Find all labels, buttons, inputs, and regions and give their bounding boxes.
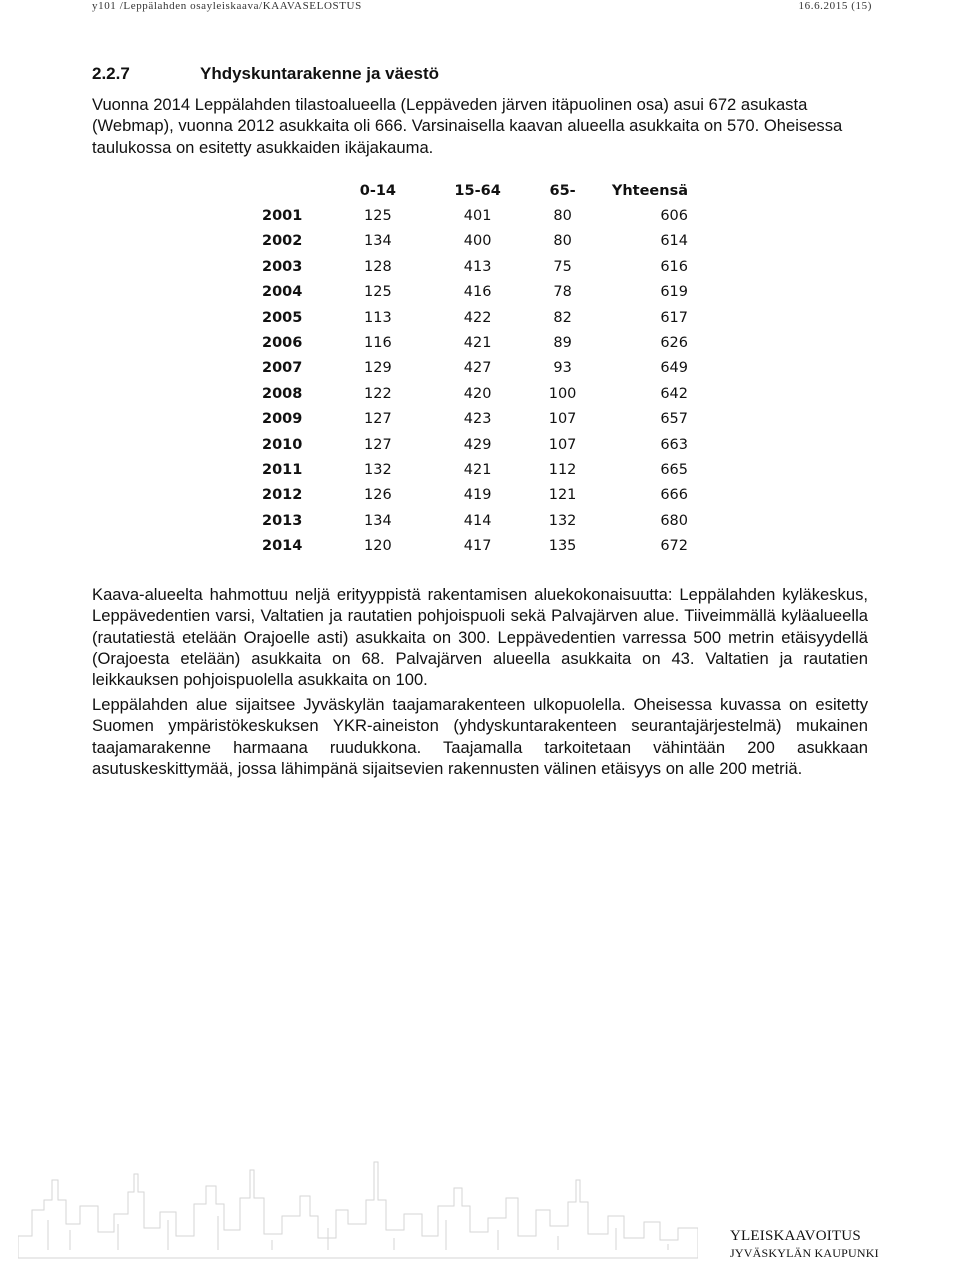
value-cell: 126: [364, 487, 392, 504]
year-cell: 2011: [262, 461, 303, 478]
table-header-cell: Yhteensä: [611, 182, 688, 199]
value-cell: 606: [660, 208, 688, 225]
value-cell: 417: [463, 538, 492, 555]
table-header-cell: 0-14: [359, 182, 397, 199]
value-cell: 421: [463, 461, 492, 478]
table-row: [262, 229, 692, 254]
value-cell: 617: [660, 309, 688, 326]
value-cell: 616: [660, 258, 688, 275]
value-cell: 112: [548, 461, 577, 478]
table-row: [262, 457, 692, 482]
year-cell: 2013: [262, 512, 303, 529]
areas-paragraph: Kaava-alueelta hahmottuu neljä erityyppistä rakentamisen aluekokonaisuutta: Leppälahden kyläkeskus, Leppävedentien varsi, Valtatien ja rautatien pohjoispuoli sekä Palvajärven alue. Tiiveimmällä kyläalueella (rautatiestä etelään Orajoelle asti) asukkaita on 300. Leppävedentien varressa 500 metrin etäisyydellä (Orajoesta etelään) asukkaita on 68. Palvajärven alueella asukkaita on 43. Valtatien ja rautatien leikkauksen pohjoispuolella asukkaita on 100.: [92, 585, 868, 690]
value-cell: 100: [548, 385, 577, 402]
year-cell: 2008: [262, 385, 303, 402]
value-cell: 127: [364, 436, 392, 453]
value-cell: 134: [364, 233, 392, 250]
value-cell: 125: [364, 208, 392, 225]
footer-brand: [730, 1228, 879, 1261]
value-cell: 619: [660, 284, 688, 301]
value-cell: 614: [660, 233, 688, 250]
value-cell: 107: [548, 436, 577, 453]
value-cell: 642: [660, 385, 688, 402]
table-row: [262, 533, 692, 558]
page-header: [92, 0, 872, 12]
age-distribution-table: [262, 178, 692, 559]
city-skyline-watermark: [18, 1140, 698, 1260]
value-cell: 127: [364, 411, 392, 428]
document-date-page: 16.6.2015 (15): [798, 0, 872, 12]
table-row: [262, 305, 692, 330]
table-row: [262, 508, 692, 533]
year-cell: 2006: [262, 335, 303, 352]
table-row: [262, 330, 692, 355]
value-cell: 427: [463, 360, 492, 377]
table-row: [262, 203, 692, 228]
section-number: 2.2.7: [92, 64, 130, 83]
value-cell: 626: [660, 335, 688, 352]
value-cell: 657: [660, 411, 688, 428]
value-cell: 420: [463, 385, 492, 402]
table-header-cell: 15-64: [454, 182, 501, 199]
value-cell: 401: [463, 208, 492, 225]
table-row: [262, 254, 692, 279]
value-cell: 116: [364, 335, 392, 352]
value-cell: 107: [548, 411, 577, 428]
document-path: y101 /Leppälahden osayleiskaava/KAAVASELOSTUS: [92, 0, 362, 12]
year-cell: 2012: [262, 487, 303, 504]
intro-paragraph: Vuonna 2014 Leppälahden tilastoalueella (Leppäveden järven itäpuolinen osa) asui 672 asukasta (Webmap), vuonna 2012 asukkaita oli 666. Varsinaisella kaavan alueella asukkaita on 570. Oheisessa taulukossa on esitetty asukkaiden ikäjakauma.: [92, 95, 843, 157]
year-cell: 2005: [262, 309, 303, 326]
value-cell: 80: [553, 208, 572, 225]
year-cell: 2007: [262, 360, 303, 377]
value-cell: 82: [553, 309, 572, 326]
table-header-cell: 65-: [549, 182, 576, 199]
year-cell: 2014: [262, 538, 303, 555]
value-cell: 132: [364, 461, 392, 478]
year-cell: 2010: [262, 436, 303, 453]
value-cell: 423: [463, 411, 492, 428]
table-row: [262, 483, 692, 508]
value-cell: 419: [463, 487, 492, 504]
value-cell: 663: [660, 436, 688, 453]
urban-structure-paragraph: Leppälahden alue sijaitsee Jyväskylän taajamarakenteen ulkopuolella. Oheisessa kuvassa on esitetty Suomen ympäristökeskuksen YKR-aineiston (yhdyskuntarakenteen seurantajärjestelmä) mukainen taajamarakenne harmaana ruudukkona. Taajamalla tarkoitetaan vähintään 200 asukkaan asutuskeskittymää, jossa lähimpänä sijaitsevien rakennusten välinen etäisyys on alle 200 metriä.: [92, 695, 868, 778]
value-cell: 421: [463, 335, 492, 352]
value-cell: 672: [660, 538, 688, 555]
value-cell: 400: [463, 233, 492, 250]
value-cell: 666: [660, 487, 688, 504]
table-row: [262, 356, 692, 381]
table-header-row: [262, 178, 692, 203]
brand-city: JYVÄSKYLÄN KAUPUNKI: [730, 1246, 879, 1260]
value-cell: 75: [553, 258, 572, 275]
value-cell: 649: [660, 360, 688, 377]
year-cell: 2003: [262, 258, 303, 275]
value-cell: 422: [463, 309, 492, 326]
value-cell: 665: [660, 461, 688, 478]
year-cell: 2001: [262, 208, 303, 225]
value-cell: 129: [364, 360, 392, 377]
section-title: Yhdyskuntarakenne ja väestö: [200, 64, 440, 83]
table-row: [262, 407, 692, 432]
value-cell: 121: [548, 487, 577, 504]
value-cell: 89: [553, 335, 572, 352]
value-cell: 135: [548, 538, 577, 555]
value-cell: 416: [463, 284, 492, 301]
value-cell: 120: [364, 538, 392, 555]
value-cell: 113: [364, 309, 392, 326]
value-cell: 125: [364, 284, 392, 301]
value-cell: 414: [463, 512, 492, 529]
table-row: [262, 381, 692, 406]
section-heading: [92, 64, 439, 84]
table-header-cell: [262, 178, 324, 203]
value-cell: 429: [463, 436, 492, 453]
value-cell: 413: [463, 258, 492, 275]
value-cell: 80: [553, 233, 572, 250]
table-row: [262, 432, 692, 457]
value-cell: 680: [660, 512, 688, 529]
brand-department: YLEISKAAVOITUS: [730, 1228, 861, 1244]
year-cell: 2009: [262, 411, 303, 428]
value-cell: 93: [553, 360, 572, 377]
table-row: [262, 280, 692, 305]
value-cell: 122: [364, 385, 392, 402]
value-cell: 132: [548, 512, 577, 529]
value-cell: 134: [364, 512, 392, 529]
value-cell: 128: [364, 258, 392, 275]
value-cell: 78: [553, 284, 572, 301]
year-cell: 2002: [262, 233, 303, 250]
year-cell: 2004: [262, 284, 303, 301]
